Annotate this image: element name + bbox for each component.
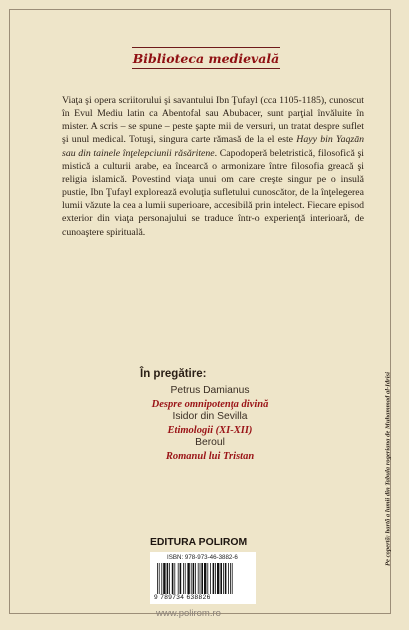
book-title-italic: Hayy bin Yaqzān sau din tainele înţelepciunii răsăritene xyxy=(62,134,364,159)
forthcoming-author: Isidor din Sevilla xyxy=(172,411,248,422)
barcode-bars xyxy=(156,563,250,594)
series-title: Biblioteca medievală xyxy=(132,50,280,66)
barcode-box xyxy=(150,552,256,604)
forthcoming-author: Beroul xyxy=(195,437,225,448)
description-text-part-2: . Capodoperă beletristică, filosofică şi mistică a culturii arabe, ea încearcă o armonizare între filosofia greacă şi religia islamică. Povestind viaţa unui om care creşte singur pe o insulă pustie, Ibn Ţufayl explorează evoluţia sufletului cunoscător, de la înţelegerea lumii văzute la cea a lumii superioare, accesibilă prin intelect. Fiecare episod exterior din viaţa personajului se traduce într-o experienţă interioară, de cunoaştere spirituală. xyxy=(62,147,364,238)
forthcoming-author: Petrus Damianus xyxy=(170,385,250,396)
forthcoming-item xyxy=(102,437,318,463)
forthcoming-heading: În pregătire: xyxy=(140,368,207,380)
forthcoming-item xyxy=(102,385,318,411)
forthcoming-list xyxy=(102,385,318,463)
book-description xyxy=(62,94,364,239)
description-text-part-1: Viaţa şi opera scriitorului şi savantului Ibn Ţufayl (cca 1105-1185), cunoscut în Evul Mediu latin ca Abentofal sau Abubacer, sunt parţial învăluite în mister. A scris – se spune – peste şapte mii de versuri, un tratat despre suflet şi unul medical. Totuşi, singura carte rămasă de la el este xyxy=(62,95,364,146)
isbn-label: ISBN: 978-973-46-3882-6 xyxy=(167,554,238,561)
forthcoming-title: Despre omnipotenţa divină xyxy=(151,398,269,410)
publisher-name: EDITURA POLIROM xyxy=(150,537,248,548)
forthcoming-title: Etimologii (XI-XII) xyxy=(167,424,253,436)
barcode-digits: 9 789734 638826 xyxy=(154,594,211,601)
cover-credit-wrap xyxy=(382,330,394,608)
cover-credit: Pe copertă: hartă a lumii din Tabula rogeriana de Muhammad al-Idrisi xyxy=(384,372,392,566)
publisher-website: www.polirom.ro xyxy=(156,608,221,619)
series-title-box xyxy=(132,47,280,69)
forthcoming-item xyxy=(102,411,318,437)
forthcoming-title: Romanul lui Tristan xyxy=(165,450,255,462)
